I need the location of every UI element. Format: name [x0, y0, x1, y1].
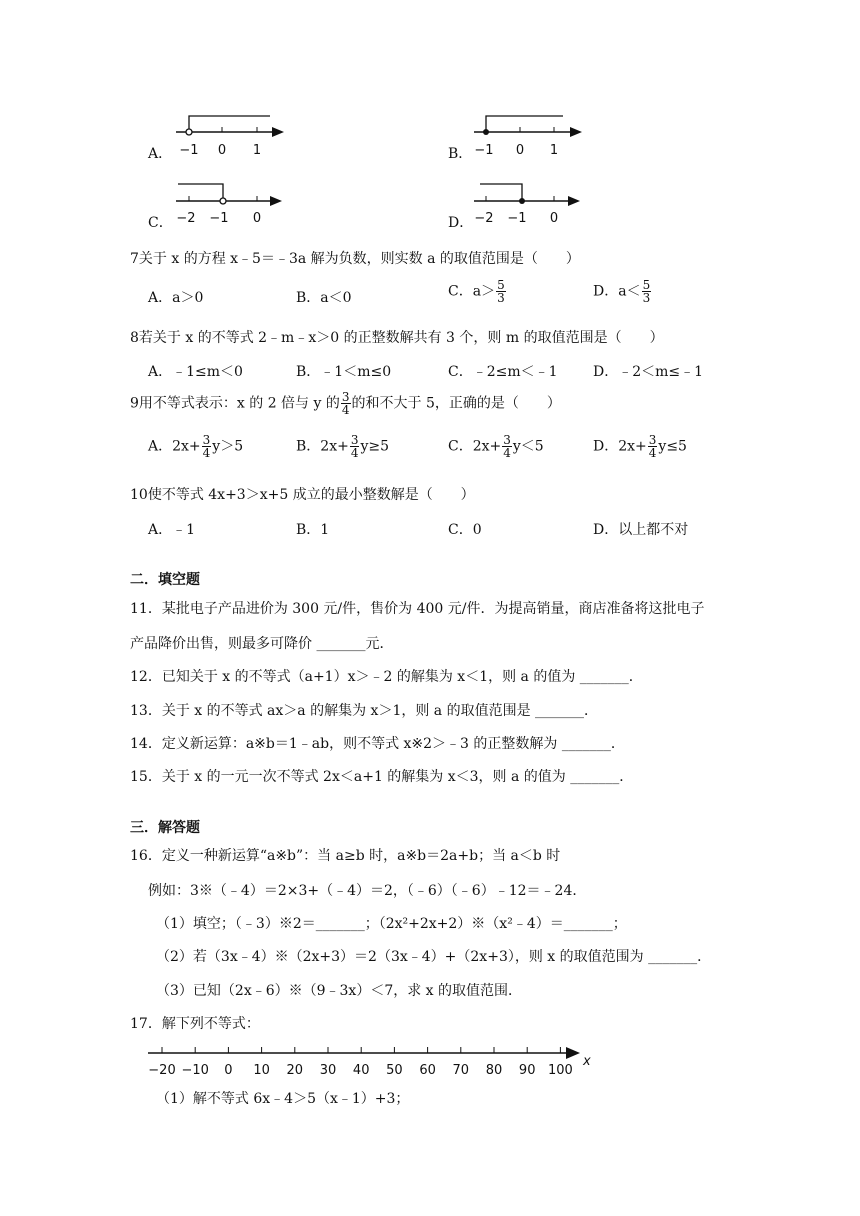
- tick-label: 80: [485, 1063, 503, 1078]
- q6-option-b-number-line: [470, 112, 590, 160]
- q16-part2: （2）若（3x﹣4）※（2x+3）＝2（3x﹣4）+（2x+3），则 x 的取值范围为 _______．: [156, 949, 712, 965]
- tick-label: 10: [253, 1063, 270, 1078]
- q7-stem: 7关于 x 的方程 x﹣5＝﹣3a 解为负数，则实数 a 的取值范围是（ ）: [130, 251, 580, 267]
- q11-line2: 产品降价出售，则最多可降价 _______元．: [130, 636, 394, 652]
- tick-label: 1: [252, 143, 262, 158]
- q17-part1: （1）解不等式 6x﹣4＞5（x﹣1）+3；: [156, 1091, 410, 1107]
- q8-option-c: C．﹣2≤m＜﹣1: [448, 364, 558, 380]
- tick-label: 30: [319, 1063, 337, 1078]
- q8-option-d: D．﹣2＜m≤﹣1: [593, 364, 704, 380]
- axis-variable: x: [583, 1054, 591, 1069]
- q6-option-c-number-line: [172, 180, 292, 228]
- tick-label: 70: [452, 1063, 470, 1078]
- q10-option-c: C．0: [448, 522, 482, 538]
- tick-label: 1: [549, 143, 559, 158]
- q17-stem: 17．解下列不等式：: [130, 1016, 260, 1032]
- tick-label: −2: [474, 211, 494, 226]
- q10-option-a: A．﹣1: [148, 522, 196, 538]
- q9-option-a: A．2x+ $\frac{3}{4}$ y＞5: [148, 433, 244, 460]
- tick-label: −1: [179, 143, 199, 158]
- q6-option-b-label: B．: [448, 146, 473, 162]
- q14: 14．定义新运算：a※b＝1﹣ab，则不等式 x※2＞﹣3 的正整数解为 _______．: [130, 736, 625, 752]
- tick-label: 100: [547, 1063, 573, 1078]
- tick-label: −2: [176, 211, 196, 226]
- q8-option-b: B．﹣1＜m≤0: [296, 364, 392, 380]
- q8-stem: 8若关于 x 的不等式 2﹣m﹣x＞0 的正整数解共有 3 个，则 m 的取值范围是（ ）: [130, 330, 664, 346]
- q6-option-d-label: D．: [448, 215, 474, 231]
- q12: 12．已知关于 x 的不等式（a+1）x＞﹣2 的解集为 x＜1，则 a 的值为 _______．: [130, 669, 643, 685]
- tick-label: −1: [507, 211, 527, 226]
- q7-option-b: B．a＜0: [296, 290, 352, 306]
- q17-number-line: [140, 1040, 600, 1082]
- q6-option-d-number-line: [470, 180, 590, 228]
- tick-label: 0: [224, 1063, 233, 1078]
- q7-option-a: A．a＞0: [148, 290, 204, 306]
- tick-label: 0: [515, 143, 525, 158]
- q7-option-c: C．a＞ $\frac{5}{3}$: [448, 278, 505, 305]
- tick-label: 20: [286, 1063, 304, 1078]
- q9-option-d: D．2x+ $\frac{3}{4}$ y≤5: [593, 433, 687, 460]
- tick-label: −10: [181, 1063, 209, 1078]
- tick-label: 0: [549, 211, 559, 226]
- q6-option-c-label: C．: [148, 215, 173, 231]
- q10-option-b: B．1: [296, 522, 330, 538]
- tick-label: 60: [419, 1063, 436, 1078]
- q9-option-b: B．2x+ $\frac{3}{4}$ y≥5: [296, 433, 390, 460]
- q11-line1: 11．某批电子产品进价为 300 元/件，售价为 400 元/件．为提高销量，商店准备将这批电子: [130, 601, 705, 617]
- q8-option-a: A．﹣1≤m＜0: [148, 364, 243, 380]
- q7-option-d: D．a＜ $\frac{5}{3}$: [593, 278, 651, 305]
- q10-option-d: D．以上都不对: [593, 522, 689, 538]
- tick-label: 40: [352, 1063, 370, 1078]
- q16-line1: 16．定义一种新运算“a※b”：当 a≥b 时，a※b＝2a+b；当 a＜b 时: [130, 848, 561, 864]
- tick-label: −1: [209, 211, 229, 226]
- tick-label: 0: [252, 211, 262, 226]
- section-answer-heading: 三．解答题: [130, 820, 200, 836]
- q16-part1: （1）填空；（﹣3）※2＝_______；（2x²+2x+2）※（x²﹣4）＝_______；: [156, 916, 627, 932]
- q6-option-a-label: A．: [148, 146, 173, 162]
- q13: 13．关于 x 的不等式 ax＞a 的解集为 x＞1，则 a 的取值范围是 _______．: [130, 703, 599, 719]
- tick-label: −1: [474, 143, 494, 158]
- section-fill-in-heading: 二．填空题: [130, 572, 200, 588]
- tick-label: 0: [217, 143, 227, 158]
- tick-label: −20: [148, 1063, 176, 1078]
- q10-stem: 10使不等式 4x+3＞x+5 成立的最小整数解是（ ）: [130, 487, 475, 503]
- q6-option-a-number-line: [172, 112, 292, 160]
- q16-part3: （3）已知（2x﹣6）※（9﹣3x）＜7，求 x 的取值范围．: [156, 983, 523, 999]
- tick-label: 90: [518, 1063, 536, 1078]
- q16-example: 例如：3※（﹣4）＝2×3+（﹣4）＝2，（﹣6）（﹣6）﹣12＝﹣24．: [148, 883, 587, 899]
- q15: 15．关于 x 的一元一次不等式 2x＜a+1 的解集为 x＜3，则 a 的值为 _______．: [130, 769, 634, 785]
- tick-label: 50: [386, 1063, 403, 1078]
- q9-stem: 9用不等式表示：x 的 2 倍与 y 的 $\frac{3}{4}$ 的和不大于 5，正确的是（ ）: [130, 390, 561, 417]
- q9-option-c: C．2x+ $\frac{3}{4}$ y＜5: [448, 433, 544, 460]
